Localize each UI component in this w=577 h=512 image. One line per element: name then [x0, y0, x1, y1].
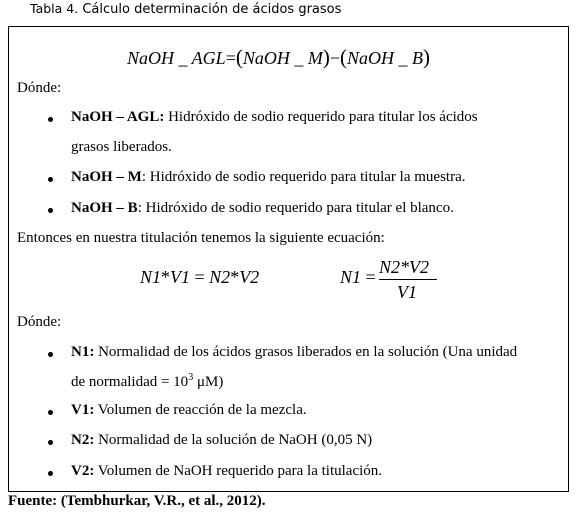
bullet-text: : Hidróxido de sodio requerido para titular la muestra.: [141, 169, 466, 185]
eq-left-n1: N1: [140, 267, 162, 287]
main-formula-equals: =: [225, 48, 236, 68]
main-formula-term2: NaOH _ B: [347, 48, 423, 68]
bullet-dot: [48, 117, 53, 122]
main-formula: [127, 45, 430, 70]
bullet-text-continued: grasos liberados.: [71, 139, 172, 155]
bullet-dot: [48, 177, 53, 182]
bullet-item-n2: [71, 432, 372, 449]
bullet-item-naoh-b: [71, 200, 454, 217]
eq-left-times2: *: [230, 267, 240, 287]
fraction-numerator: N2*V2: [379, 257, 430, 277]
bullet-item-naoh-m: [71, 169, 466, 186]
fraction-bar: [379, 279, 437, 280]
donde-label-2: Dónde:: [17, 314, 62, 330]
bullet-item-naoh-agl: [71, 109, 478, 126]
bullet-dot: [48, 410, 53, 415]
bullet-term: N2:: [71, 432, 95, 448]
main-formula-rparen2: ): [423, 45, 430, 69]
bullet-item-v1: [71, 402, 307, 419]
bullet-text-continued: [71, 372, 223, 391]
eq-left-v2: V2: [239, 267, 260, 287]
eq-left-equals: =: [190, 267, 210, 287]
eq-left-v1: V1: [170, 267, 191, 287]
equation-right-lhs: [340, 267, 376, 288]
eq-left-n2: N2: [209, 267, 231, 287]
bullet-text: Volumen de NaOH requerido para la titulación.: [94, 463, 383, 479]
bullet-text: : Hidróxido de sodio requerido para titular el blanco.: [137, 200, 454, 216]
bullet-text: Normalidad de los ácidos grasos liberados en la solución (Una unidad: [94, 344, 518, 360]
eq-right-n1: N1: [340, 267, 362, 287]
bullet-text: Hidróxido de sodio requerido para titular los ácidos: [164, 109, 478, 125]
table-caption-label: Tabla 4.: [30, 1, 79, 16]
main-formula-lparen1: (: [235, 45, 243, 69]
table-caption-text: Cálculo determinación de ácidos grasos: [82, 2, 342, 17]
bullet-text-part: de normalidad = 10: [71, 374, 189, 390]
bullet-term: NaOH – M: [71, 169, 142, 185]
bullet-dot: [48, 208, 53, 213]
bullet-item-n1: [71, 344, 517, 361]
bullet-dot: [48, 440, 53, 445]
bullet-term: NaOH – AGL:: [71, 109, 165, 125]
main-formula-lparen2: (: [340, 45, 347, 69]
superscript: 3: [188, 372, 194, 383]
bullet-text-part: μM): [193, 374, 224, 390]
main-formula-rparen1: ): [322, 45, 330, 69]
bullet-term: N1:: [71, 344, 95, 360]
bullet-term: NaOH – B: [71, 200, 138, 216]
intro-text: Entonces en nuestra titulación tenemos la siguiente ecuación:: [17, 230, 385, 246]
bullet-text: Normalidad de la solución de NaOH (0,05 N): [94, 432, 373, 448]
bullet-dot: [48, 471, 53, 476]
table-caption: [30, 1, 341, 17]
equation-left: [140, 267, 259, 288]
bullet-term: V1:: [71, 402, 95, 418]
table-box: [8, 26, 569, 492]
bullet-term: V2:: [71, 463, 95, 479]
fraction: [379, 257, 441, 307]
donde-label-1: Dónde:: [17, 80, 62, 96]
fraction-denominator: V1: [397, 282, 417, 302]
main-formula-lhs: NaOH _ AGL: [127, 48, 226, 68]
eq-right-equals: =: [361, 267, 376, 287]
main-formula-term1: NaOH _ M: [242, 48, 323, 68]
bullet-item-v2: [71, 463, 382, 480]
main-formula-minus: −: [329, 48, 340, 68]
eq-left-times1: *: [161, 267, 171, 287]
bullet-dot: [48, 352, 53, 357]
bullet-text: Volumen de reacción de la mezcla.: [94, 402, 307, 418]
source-footer: Fuente: (Tembhurkar, V.R., et al., 2012).: [8, 493, 266, 509]
